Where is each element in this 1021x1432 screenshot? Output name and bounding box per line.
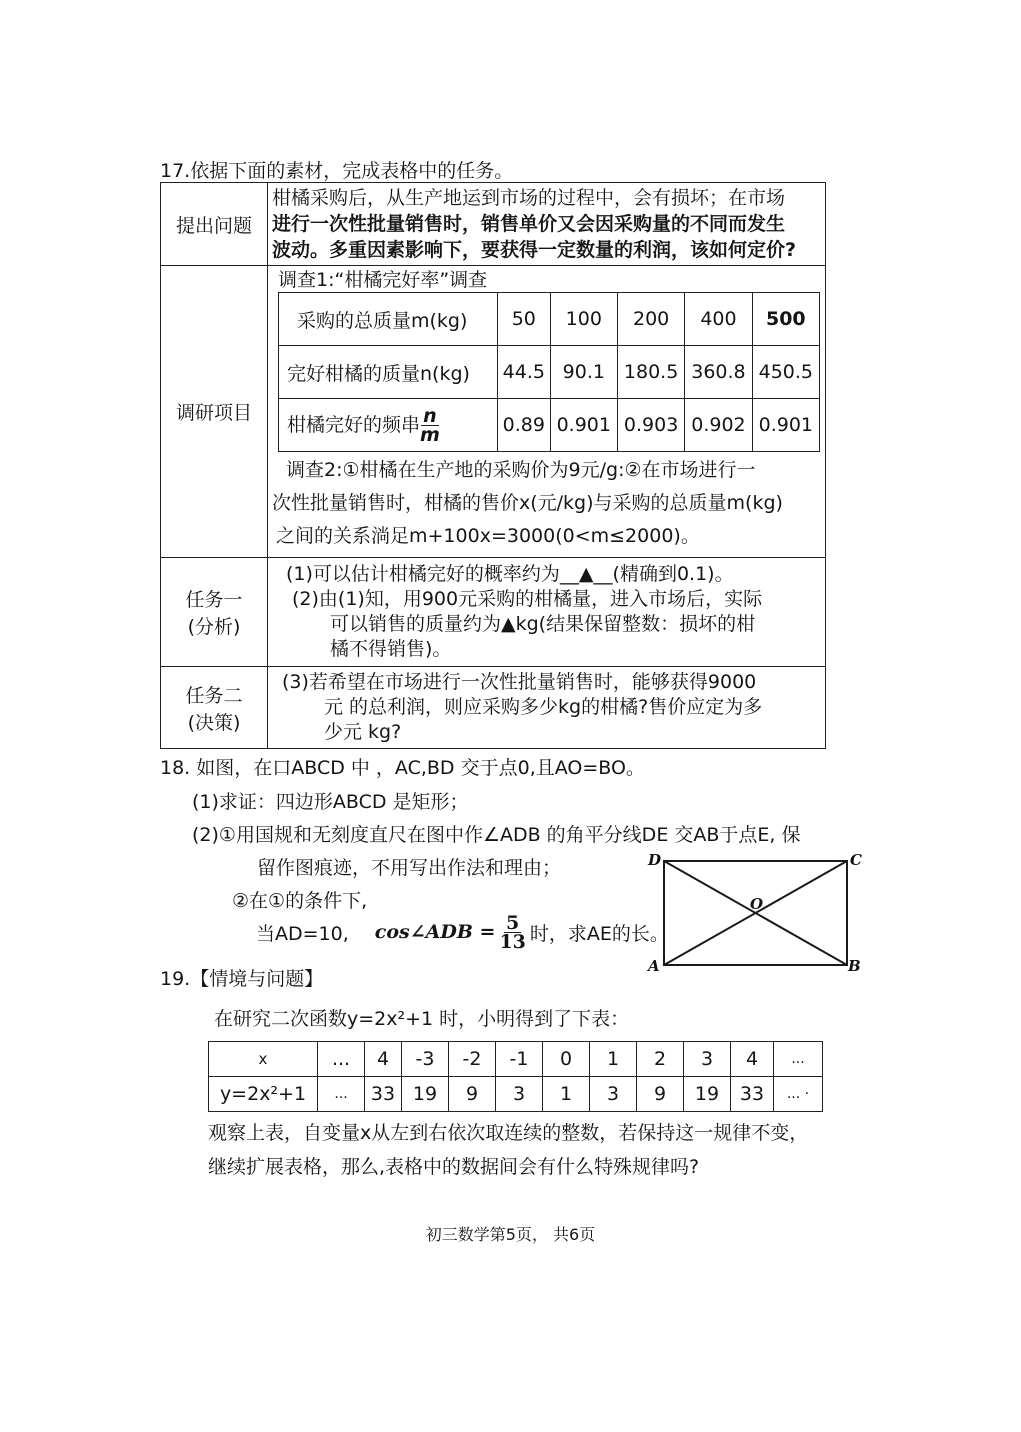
question-line-1: 柑橘采购后，从生产地运到市场的过程中，会有损坏；在市场 [272, 187, 786, 209]
label-o: O [750, 895, 764, 913]
row-head-good-mass: 完好柑橘的质量n(kg) [279, 346, 498, 399]
question-line-2: 进行一次性批量销售时，销售单价又会因采购量的不同而发生 [272, 213, 786, 235]
rectangle-figure [640, 845, 870, 980]
cell: 500 [752, 293, 819, 346]
cell: 2 [637, 1042, 684, 1077]
fraction-n-over-m [420, 404, 440, 446]
task1-line-4: 橘不得销售)。 [330, 638, 452, 660]
survey1-title: 调查1:“柑橘完好率”调查 [278, 269, 488, 291]
row-head-y: y=2x²+1 [209, 1077, 318, 1112]
survey2-line-2: 次性批量销售时，柑橘的售价x(元/kg)与采购的总质量m(kg) [272, 492, 783, 514]
q18-cos-fraction [499, 911, 526, 953]
cell: ... [774, 1042, 823, 1077]
q17-table [160, 182, 826, 749]
row-label-task2 [161, 667, 268, 749]
cell: 90.1 [550, 346, 617, 399]
label-d: D [648, 851, 662, 869]
frac-num: n [423, 404, 437, 427]
frac-den: 13 [499, 930, 526, 953]
cell: 33 [365, 1077, 402, 1112]
cell: 44.5 [498, 346, 551, 399]
q18-line-6 [256, 908, 669, 956]
task1-label: 任务一 [185, 589, 243, 611]
page-footer: 初三数学第5页， 共6页 [425, 1225, 596, 1244]
cell: 19 [684, 1077, 731, 1112]
cell: ... [318, 1077, 365, 1112]
cell: 3 [496, 1077, 543, 1112]
cell: 4 [731, 1042, 774, 1077]
q19-line-2: 继续扩展表格，那么,表格中的数据间会有什么特殊规律吗? [208, 1156, 700, 1178]
q19-table [208, 1041, 823, 1112]
task1-line-2: (2)由(1)知，用900元采购的柑橘量，进入市场后，实际 [292, 588, 763, 610]
task2-label: 任务二 [185, 684, 243, 707]
cell: 360.8 [685, 346, 752, 399]
table-row [209, 1077, 823, 1112]
cell: -1 [496, 1042, 543, 1077]
q19-line-1: 观察上表，自变量x从左到右依次取连续的整数，若保持这一规律不变， [208, 1122, 809, 1144]
cell: 4 [365, 1042, 402, 1077]
cell: ... · [774, 1077, 823, 1112]
q17-title: 17.依据下面的素材，完成表格中的任务。 [160, 160, 514, 182]
q18-line-3: (2)①用国规和无刻度直尺在图中作∠ADB 的角平分线DE 交AB于点E, 保 [192, 824, 801, 846]
task1-line-3: 可以销售的质量约为▲kg(结果保留整数：损坏的柑 [330, 613, 756, 635]
cell: 200 [617, 293, 684, 346]
table-row [279, 399, 820, 452]
table-row [279, 346, 820, 399]
cell: 180.5 [617, 346, 684, 399]
q18-given-ad: 当AD=10, [256, 922, 349, 945]
q18-cos-expr: cos∠ADB = [374, 921, 496, 943]
cell: 19 [402, 1077, 449, 1112]
row-head-mass: 采购的总质量m(kg) [279, 293, 498, 346]
row-head-x: x [209, 1042, 318, 1077]
q19-intro: 在研究二次函数y=2x²+1 时，小明得到了下表： [214, 1008, 630, 1030]
q19-title: 19.【情境与问题】 [160, 968, 324, 990]
cell: -3 [402, 1042, 449, 1077]
cell: 0.903 [617, 399, 684, 452]
q18-question: 时，求AE的长。 [529, 922, 669, 945]
q18-line-1: 18. 如图，在口ABCD 中 ，AC,BD 交于点0,且AO=BO。 [160, 757, 645, 779]
q18-line-4: 留作图痕迹，不用写出作法和理由； [257, 857, 562, 879]
cell: 9 [637, 1077, 684, 1112]
task2-sublabel: (决策) [187, 711, 241, 734]
cell: 33 [731, 1077, 774, 1112]
label-b: B [848, 957, 861, 975]
cell: 1 [590, 1042, 637, 1077]
task1-line-1: (1)可以估计柑橘完好的概率约为__▲__(精确到0.1)。 [286, 563, 734, 585]
cell: 400 [685, 293, 752, 346]
row-head-frequency [279, 399, 498, 452]
task2-line-2: 元 的总利润，则应采购多少kg的柑橘?售价应定为多 [324, 696, 763, 718]
cell: 0.89 [498, 399, 551, 452]
label-c: C [850, 851, 862, 869]
survey-table [278, 292, 820, 452]
cell: 450.5 [752, 346, 819, 399]
cell: 0 [543, 1042, 590, 1077]
q18-line-5: ②在①的条件下, [232, 890, 368, 912]
survey2-line-3: 之间的关系淌足m+100x=3000(0<m≤2000)。 [276, 525, 700, 547]
cell: 0.901 [752, 399, 819, 452]
cell: 3 [684, 1042, 731, 1077]
q18-line-2: (1)求证：四边形ABCD 是矩形； [192, 791, 469, 813]
table-row [209, 1042, 823, 1077]
task2-line-3: 少元 kg? [324, 721, 402, 743]
frequency-label: 柑橘完好的频串 [287, 413, 421, 436]
cell: 0.902 [685, 399, 752, 452]
cell: -2 [449, 1042, 496, 1077]
frac-den: m [420, 423, 440, 446]
frac-num: 5 [506, 911, 520, 934]
cell: 50 [498, 293, 551, 346]
cell: 3 [590, 1077, 637, 1112]
label-a: A [648, 957, 660, 975]
table-row [279, 293, 820, 346]
question-line-3: 波动。多重因素影响下，要获得一定数量的利润，该如何定价? [272, 239, 797, 261]
task2-line-1: (3)若希望在市场进行一次性批量销售时，能够获得9000 [282, 671, 757, 693]
cell: 0.901 [550, 399, 617, 452]
row-label-research: 调研项目 [161, 266, 268, 558]
survey2-line-1: 调查2:①柑橘在生产地的采购价为9元/g:②在市场进行一 [286, 459, 756, 481]
task1-sublabel: (分析) [187, 616, 241, 638]
row-label-question: 提出问题 [161, 183, 268, 266]
cell: ... [318, 1042, 365, 1077]
cell: 100 [550, 293, 617, 346]
row-label-task1 [161, 558, 268, 667]
cell: 9 [449, 1077, 496, 1112]
cell: 1 [543, 1077, 590, 1112]
